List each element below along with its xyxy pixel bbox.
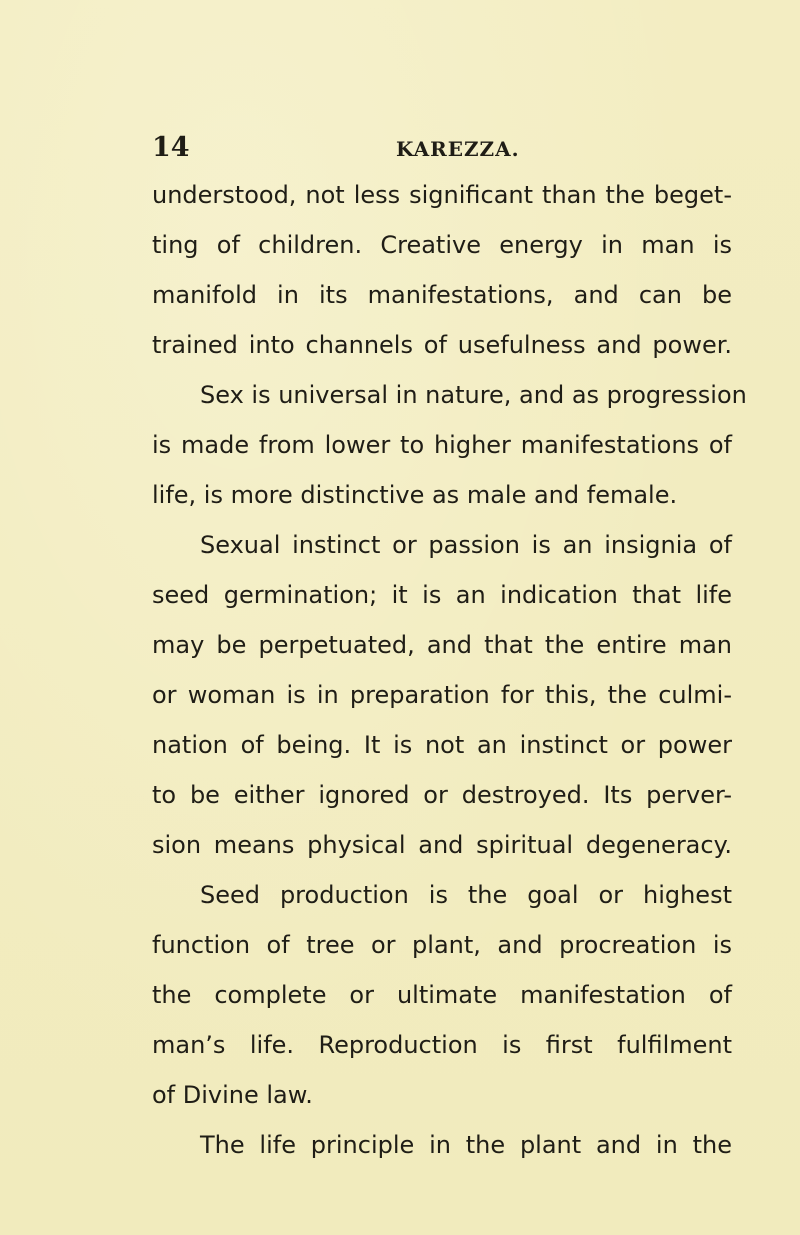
text-line: man’s life. Reproduction is first fulfilment (152, 1031, 732, 1059)
text-line: or woman is in preparation for this, the culmi- (152, 681, 732, 709)
text-line: seed germination; it is an indication that life (152, 581, 732, 609)
text-line: life, is more distinctive as male and female. (152, 481, 678, 509)
text-line: Seed production is the goal or highest (200, 881, 732, 909)
text-line: the complete or ultimate manifestation of (152, 981, 732, 1009)
text-line: may be perpetuated, and that the entire man (152, 631, 732, 659)
text-line: understood, not less significant than the beget- (152, 181, 732, 209)
body-text (152, 170, 747, 1170)
text-line: The life principle in the plant and in the (200, 1131, 732, 1159)
text-line: function of tree or plant, and procreation is (152, 931, 732, 959)
text-line: Sexual instinct or passion is an insignia of (200, 531, 732, 559)
text-line: to be either ignored or destroyed. Its perver- (152, 781, 732, 809)
page-number: 14 (152, 132, 190, 163)
text-line: nation of being. It is not an instinct or power (152, 731, 732, 759)
text-line: ting of children. Creative energy in man is (152, 231, 732, 259)
text-line: manifold in its manifestations, and can be (152, 281, 732, 309)
text-line: sion means physical and spiritual degeneracy. (152, 831, 732, 859)
text-line: Sex is universal in nature, and as progression (200, 381, 747, 409)
text-line: is made from lower to higher manifestations of (152, 431, 732, 459)
text-line: trained into channels of usefulness and power. (152, 331, 732, 359)
text-line: of Divine law. (152, 1081, 313, 1109)
running-head: KAREZZA. (396, 137, 520, 161)
page-header (152, 133, 652, 163)
